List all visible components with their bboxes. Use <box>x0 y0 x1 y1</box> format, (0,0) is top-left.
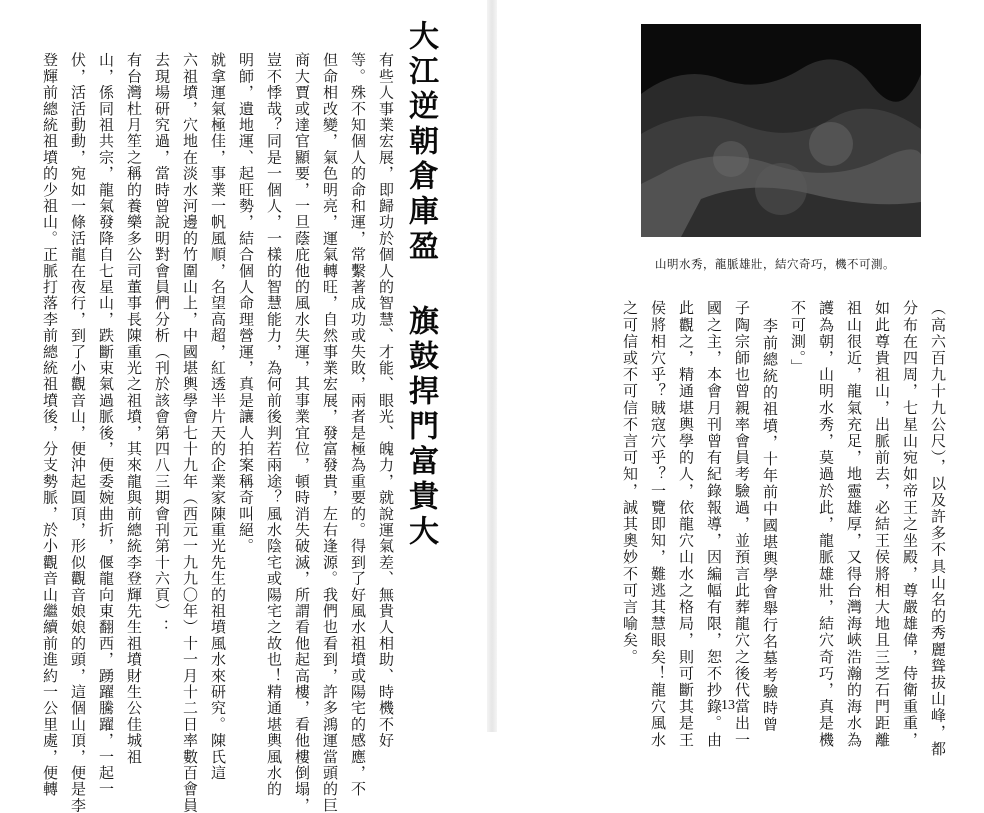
body-column: 去現場研究過，當時曾說明對會員們分析（刊於該會第四八三期會刊第十六頁）： <box>153 52 171 636</box>
body-column: 之可信或不可信不言可知，誠其奧妙不可言喻矣。 <box>621 300 639 666</box>
body-column: 六祖墳，穴地在淡水河邊的竹圍山上，中國堪輿學會七十九年（西元一九九〇年）十一月十二日率數百會員 <box>181 52 199 813</box>
body-column: 分布在四周，七星山宛如帝王之坐殿，尊嚴雄偉，侍衛重重， <box>901 300 919 749</box>
body-column: 護為朝，山明水秀，莫過於此，龍脈雄壯，結穴奇巧，真是機 <box>817 300 835 749</box>
body-column: 國之主，本會月刊曾有紀錄報導，因編幅有限，恕不抄錄。由 <box>705 300 723 749</box>
body-column: 就拿運氣極佳，事業一帆風順，名望高超，紅透半片天的企業家陳重光先生的祖墳風水來研究。陳氏這 <box>209 52 227 781</box>
body-column: （高六百九十九公尺），以及許多不具山名的秀麗聳拔山峰，都 <box>929 300 947 758</box>
body-column: 如此尊貴祖山，出脈前去，必結王侯將相大地且三芝石門距離 <box>873 300 891 749</box>
body-column: 等。殊不知個人的命和運，常繫著成功或失敗，兩者是極為重要的。得到了好風水祖墳或陽宅的感應，不 <box>349 52 367 798</box>
body-column: 伏，活活動動，宛如一條活龍在夜行，到了小觀音山，便沖起圓頂，形似觀音娘娘的頭，這個山頂，便是李 <box>69 52 87 813</box>
body-column: 此觀之，精通堪輿學的人，依龍穴山水之格局，則可斷其是王 <box>677 300 695 749</box>
body-column: 明師，遺地運、起旺勢，結合個人命理營運，真是讓人拍案稱奇叫絕。 <box>237 52 255 555</box>
body-column: 但命相改變，氣色明亮，運氣轉旺，自然事業宏展，發富發貴，左右逢源。我們也看到，許多鴻運當頭的巨 <box>321 52 339 813</box>
landscape-photo <box>641 24 921 237</box>
body-column: 侯將相穴乎？賊寇穴乎？一覽即知，難逃其慧眼矣！龍穴風水 <box>649 300 667 749</box>
page-number: 13 <box>721 698 735 713</box>
photo-image <box>641 24 921 237</box>
page-gutter <box>487 0 497 732</box>
body-column: 不可測。」 <box>789 300 807 376</box>
body-column: 祖山很近，龍氣充足，地靈雄厚，又得台灣海峽浩瀚的海水為 <box>845 300 863 749</box>
body-column: 商大賈或達官顯要，一旦蔭庇他的風水失運，其事業宜位，頓時消失破滅，所謂看他起高樓，看他樓倒塌， <box>293 52 311 813</box>
body-column: 登輝前總統祖墳的少祖山。正脈打落李前總統祖墳後，分支勢脈，於小觀音山繼續前進約一公里處，便轉 <box>41 52 59 798</box>
photo-caption: 山明水秀，龍脈雄壯，結穴奇巧，機不可測。 <box>655 257 895 271</box>
body-column: 子陶宗師也曾親率會員考驗過，並預言此葬龍穴之後代當出一 <box>733 300 751 749</box>
body-column: 李前總統的祖墳，十年前中國堪輿學會舉行名墓考驗時曾 <box>761 318 779 733</box>
body-column: 山，係同祖共宗，龍氣發降自七星山，跌斷束氣過脈後，便委婉曲折，偃龍向東翻西，踴躍騰躍，一起一 <box>97 52 115 798</box>
body-column: 豈不悸哉？同是一個人，一樣的智慧能力，為何前後判若兩途？風水陰宅或陽宅之故也！精通堪輿風水的 <box>265 52 283 798</box>
body-column: 有台灣杜月笙之稱的養樂多公司董事長陳重光之祖墳，其來龍與前總統李登輝先生祖墳財生公佳城祖 <box>125 52 143 765</box>
chapter-title: 大江逆朝倉庫盈 旗鼓捍門富貴大 <box>403 20 438 550</box>
body-column: 有些人事業宏展，即歸功於個人的智慧、才能、眼光、魄力，就說運氣差、無貴人相助、時機不好 <box>377 52 395 749</box>
